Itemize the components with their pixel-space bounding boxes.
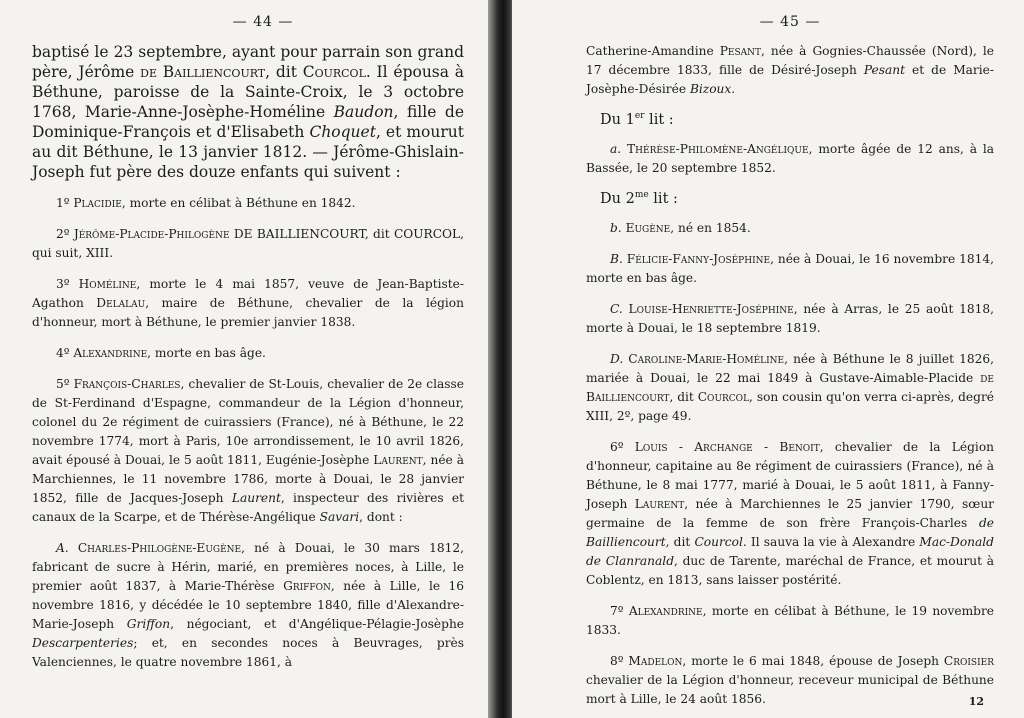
- entry-4-alexandrine: 4º Alexandrine, morte en bas âge.: [56, 346, 266, 360]
- entry-B-felicie: B. Félicie-Fanny-Joséphine, née à Douai, le 16 novembre 1814, morte en bas âge.: [586, 251, 994, 285]
- entry-7-alexandrine: 7º Alexandrine, morte en célibat à Béthune, le 19 novembre 1833.: [586, 603, 995, 637]
- entry-A-charles: A. Charles-Philogène-Eugène, né à Douai, le 30 mars 1812, fabricant de sucre à Hérin, marié, en premières noces, à Lille, le premier août 1837, à Marie-Thérèse Griffon, née à Lille, le 16 novembre 1816, y décédée le 10 septembre 1840, fille d'Alexandre-Marie-Joseph Griffon, négociant, et d'Angélique-Pélagie-Josèphe Descarpenteries; et, en secondes noces à Beuvrages, près Valenciennes, le quatre novembre 1861, à: [32, 541, 465, 669]
- left-page: [0, 0, 492, 718]
- second-marriage-heading: Du $2^{me}$ lit :: [600, 189, 678, 207]
- entry-3-homeline: 3º Homéline, morte le 4 mai 1857, veuve de Jean-Baptiste-Agathon Delalau, maire de Béthune, chevalier de la légion d'honneur, mort à Béthune, le premier janvier 1838.: [32, 277, 465, 329]
- entry-C-louise: C. Louise-Henriette-Joséphine, née à Arras, le 25 août 1818, morte à Douai, le 18 septembre 1819.: [586, 301, 994, 335]
- entry-1-placidie: 1º Placidie, morte en célibat à Béthune en 1842.: [56, 196, 356, 210]
- first-marriage-heading: Du 1er lit :: [600, 111, 674, 128]
- entry-b-eugene: b. Eugène, né en 1854.: [610, 220, 751, 235]
- entry-6-louis-archange: 6º Louis - Archange - Benoit, chevalier de la Légion d'honneur, capitaine au 8e régiment de cuirassiers (France), né à Béthune, le 8 mai 1777, marié à Douai, le 5 août 1811, à Fanny-Joseph Laurent, née à Marchiennes le 25 janvier 1790, sœur germaine de la femme de son frère François-Charles de Bailliencourt, dit Courcol. Il sauva la vie à Alexandre Mac-Donald de Clanranald, duc de Tarente, maréchal de France, et mourut à Coblentz, en 1813, sans laisser postérité.: [586, 439, 995, 587]
- entry-8-madelon: 8º Madelon, morte le 6 mai 1848, épouse de Joseph Croisier chevalier de la Légion d'honneur, receveur municipal de Béthune mort à Lille, le 24 août 1856.: [586, 653, 994, 706]
- signature-mark: 12: [968, 695, 984, 708]
- page-number-44: — 44 —: [232, 14, 294, 30]
- continuation-paragraph: Catherine-Amandine Pesant, née à Gognies-Chaussée (Nord), le 17 décembre 1833, fille de Désiré-Joseph Pesant et de Marie-Josèphe-Désirée Bizoux.: [586, 44, 994, 96]
- entry-D-caroline: D. Caroline-Marie-Homéline, née à Béthune le 8 juillet 1826, mariée à Douai, le 22 mai 1849 à Gustave-Aimable-Placide de Bailliencourt, dit Courcol, son cousin qu'on verra ci-après, degré XIII, 2º, page 49.: [586, 351, 994, 423]
- entry-5-francois-charles: 5º François-Charles, chevalier de St-Louis, chevalier de 2e classe de St-Ferdinand d'Espagne, commandeur de la Légion d'honneur, colonel du 2e régiment de cuirassiers (France), né à Béthune, le 22 novembre 1774, mort à Paris, 10e arrondissement, le 10 avril 1826, avait épousé à Douai, le 5 août 1811, Eugénie-Josèphe Laurent, née à Marchiennes, le 11 novembre 1786, morte à Douai, le 28 janvier 1852, fille de Jacques-Joseph Laurent, inspecteur des rivières et canaux de la Scarpe, et de Thérèse-Angélique Savari, dont :: [32, 377, 465, 524]
- entry-2-jerome: 2º Jérôme-Placide-Philogène DE BAILLIENCOURT, dit COURCOL, qui suit, XIII.: [32, 227, 465, 260]
- entry-a-therese: a. Thérèse-Philomène-Angélique, morte âgée de 12 ans, à la Bassée, le 20 septembre 1852.: [586, 141, 995, 175]
- right-page: [512, 0, 1024, 718]
- page-number-45: — 45 —: [759, 14, 821, 30]
- intro-paragraph: baptisé le 23 septembre, ayant pour parrain son grand père, Jérôme de Bailliencourt, dit Courcol. Il épousa à Béthune, paroisse de la Sainte-Croix, le 3 octobre 1768, Marie-Anne-Josèphe-Homéline Baudon, fille de Dominique-François et d'Elisabeth Choquet, et mourut au dit Béthune, le 13 janvier 1812. — Jérôme-Ghislain-Joseph fut père des douze enfants qui suivent :: [32, 43, 464, 181]
